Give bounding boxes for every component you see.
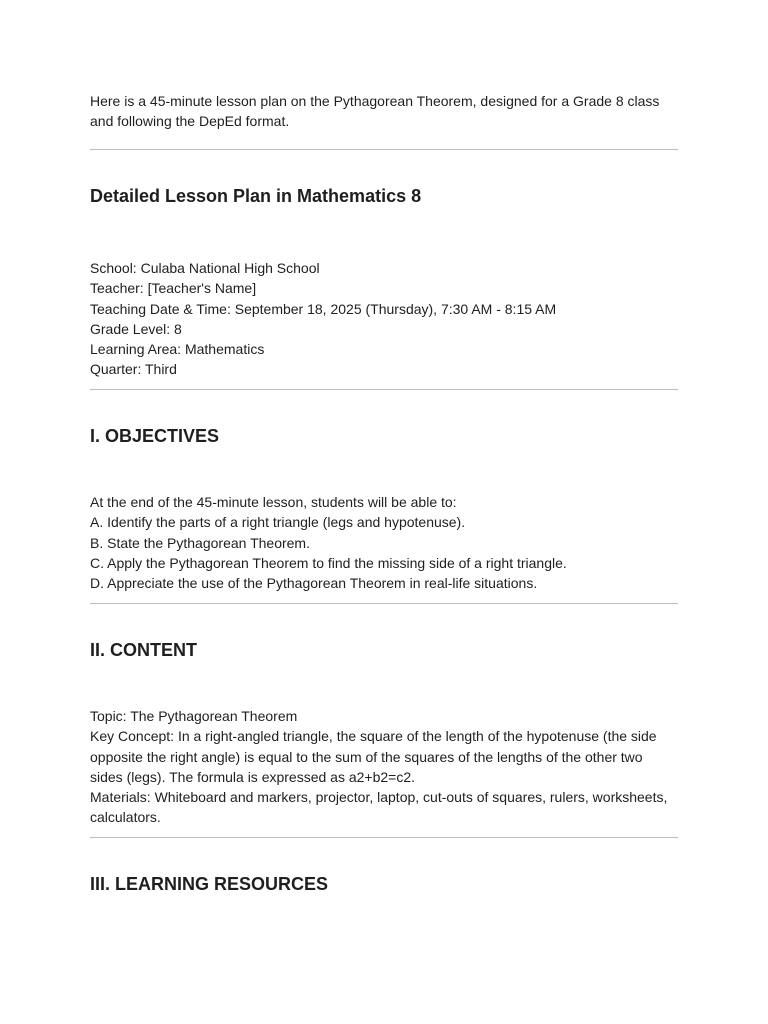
- info-teacher: Teacher: [Teacher's Name]: [90, 280, 257, 297]
- objective-d: D. Appreciate the use of the Pythagorean Theorem in real-life situations.: [90, 575, 538, 592]
- intro-paragraph: Here is a 45-minute lesson plan on the Pythagorean Theorem, designed for a Grade 8 class and following the DepEd format.: [90, 93, 660, 129]
- objective-c: C. Apply the Pythagorean Theorem to find the missing side of a right triangle.: [90, 554, 567, 571]
- info-school: School: Culaba National High School: [90, 260, 320, 276]
- info-learning-area: Learning Area: Mathematics: [90, 341, 265, 358]
- content-block: [90, 706, 678, 828]
- divider: [90, 837, 678, 838]
- info-quarter: Quarter: Third: [90, 361, 177, 378]
- objectives-list: [90, 492, 678, 593]
- content-key-concept: Key Concept: In a right-angled triangle, the square of the length of the hypotenuse (the side opposite the right angle) is equal to the sum of the squares of the lengths of the other two sides (legs). The formula is expressed as a2+b2=c2.: [90, 728, 657, 785]
- objectives-intro: At the end of the 45-minute lesson, students will be able to:: [90, 494, 457, 510]
- divider: [90, 149, 678, 150]
- divider: [90, 603, 678, 604]
- info-block: [90, 258, 678, 380]
- learning-resources-heading: III. LEARNING RESOURCES: [90, 874, 329, 894]
- objective-b: B. State the Pythagorean Theorem.: [90, 534, 310, 551]
- info-grade-level: Grade Level: 8: [90, 320, 182, 337]
- content-heading: II. CONTENT: [90, 640, 197, 660]
- objective-a: A. Identify the parts of a right triangle (legs and hypotenuse).: [90, 514, 466, 531]
- info-date-time: Teaching Date & Time: September 18, 2025 (Thursday), 7:30 AM - 8:15 AM: [90, 300, 557, 317]
- divider: [90, 389, 678, 390]
- document-title: Detailed Lesson Plan in Mathematics 8: [90, 186, 422, 206]
- content-materials: Materials: Whiteboard and markers, projector, laptop, cut-outs of squares, rulers, worksheets, calculators.: [90, 789, 668, 826]
- objectives-heading: I. OBJECTIVES: [90, 426, 220, 446]
- content-topic: Topic: The Pythagorean Theorem: [90, 708, 298, 724]
